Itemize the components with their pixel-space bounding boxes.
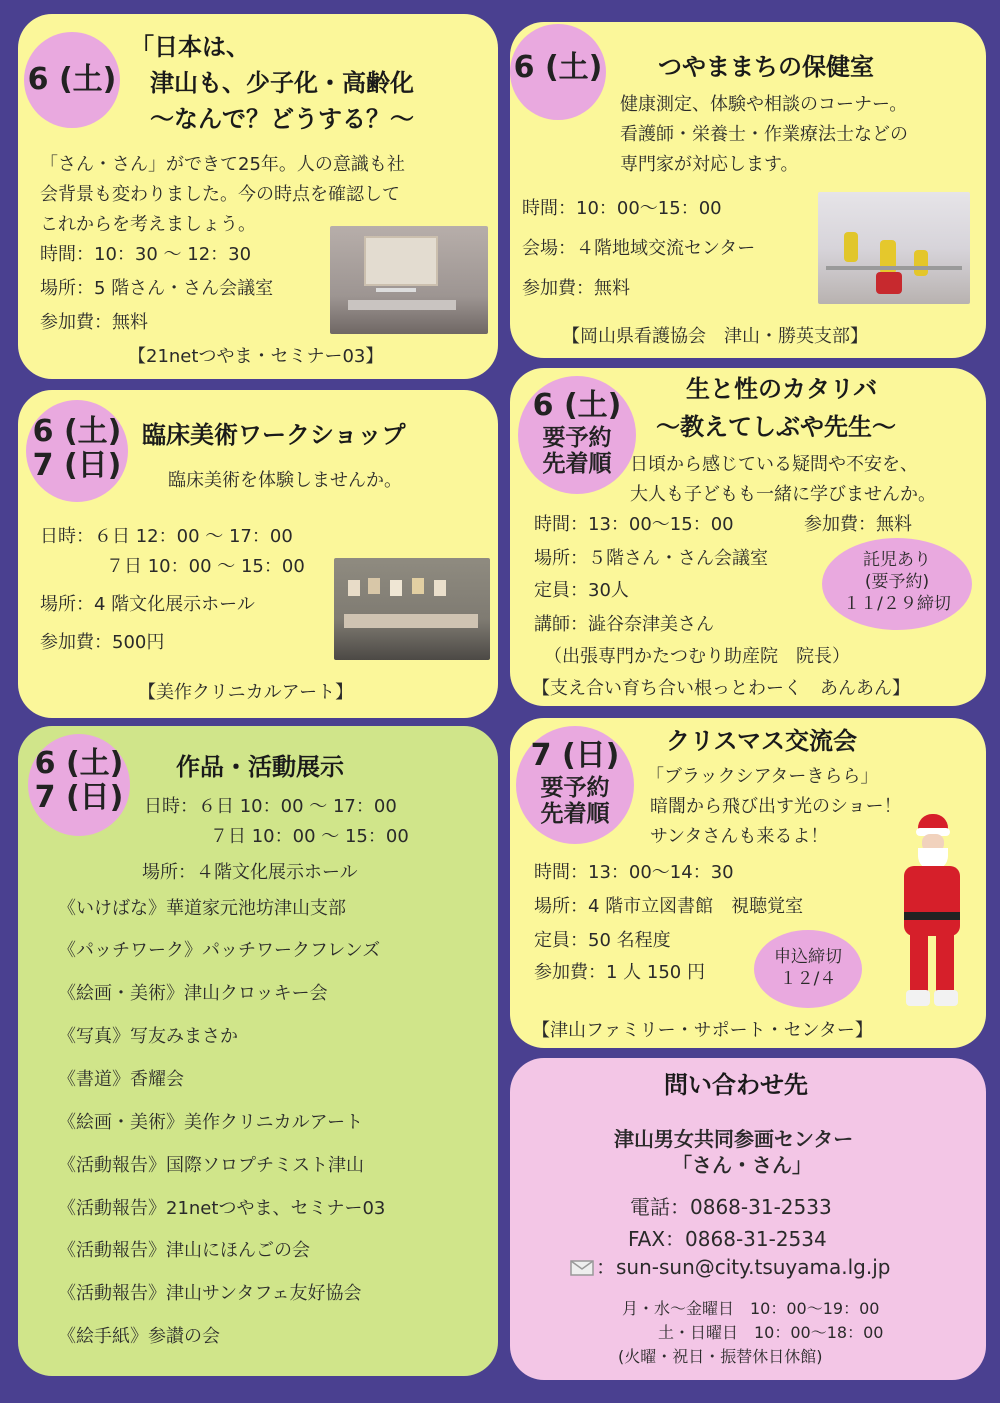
- date-label: 6 (土): [27, 62, 117, 97]
- art-workshop-photo: [334, 558, 490, 660]
- event-place: 場所：５階さん・さん会議室: [534, 548, 768, 569]
- date-label-2: 7 (日): [34, 780, 124, 815]
- date-badge: [26, 400, 128, 502]
- exhibit-item: 《書道》香耀会: [58, 1069, 184, 1090]
- event-time: 時間：13：00～15：00: [534, 514, 734, 535]
- date-label-2: 7 (日): [32, 448, 122, 483]
- event-organizer: 【支え合い育ち合い根っとわーく あんあん】: [532, 678, 910, 699]
- childcare-deadline: １１/２９締切: [843, 594, 951, 614]
- event-desc-line1: 「さん・さん」ができて25年。人の意識も社: [40, 154, 405, 175]
- event-place: 場所：5 階さん・さん会議室: [40, 278, 274, 299]
- event-desc-line3: これからを考えましょう。: [40, 214, 256, 235]
- event-desc: 臨床美術を体験しませんか。: [168, 470, 402, 491]
- event-title-line3: ～なんで？どうする？～: [150, 105, 414, 133]
- date-badge: [510, 24, 606, 120]
- event-title: つやままちの保健室: [658, 53, 874, 81]
- contact-card: [510, 1058, 986, 1380]
- contact-closed-days: (火曜・祝日・振替休日休館): [618, 1347, 823, 1366]
- exhibit-item: 《活動報告》国際ソロプチミスト津山: [58, 1155, 364, 1176]
- event-time: 時間：13：00～14：30: [534, 862, 734, 883]
- reservation-required: 要予約: [542, 425, 612, 451]
- date-label: 6 (土): [513, 50, 603, 85]
- event-lecturer-affiliation: （出張専門かたつむり助産院 院長）: [544, 646, 850, 667]
- childcare-bubble: [822, 538, 972, 630]
- exhibit-item: 《活動報告》津山にほんごの会: [58, 1240, 310, 1261]
- event-place: 場所：4 階文化展示ホール: [40, 594, 255, 615]
- event-desc-line1: 日頃から感じている疑問や不安を、: [630, 454, 918, 475]
- exhibit-item: 《絵画・美術》美作クリニカルアート: [58, 1112, 364, 1133]
- health-room-photo: [818, 192, 970, 304]
- event-capacity: 定員：50 名程度: [534, 930, 671, 951]
- contact-hours-weekday: 月・水～金曜日 10：00～19：00: [622, 1299, 880, 1318]
- event-organizer: 【岡山県看護協会 津山・勝英支部】: [562, 326, 868, 347]
- contact-org-name: 津山男女共同参画センター: [614, 1127, 854, 1151]
- event-desc-line2: 大人も子どもも一緒に学びませんか。: [630, 484, 936, 505]
- date-label: 6 (土): [532, 388, 622, 423]
- event-fee: 参加費：1 人 150 円: [534, 962, 705, 983]
- exhibit-item: 《パッチワーク》パッチワークフレンズ: [58, 940, 381, 961]
- event-desc-line2: 会背景も変わりました。今の時点を確認して: [40, 184, 400, 205]
- event-title: 作品・活動展示: [176, 753, 344, 781]
- event-organizer: 【津山ファミリー・サポート・センター】: [532, 1020, 873, 1041]
- event-title-line2: 津山も、少子化・高齢化: [150, 69, 414, 97]
- event-lecturer: 講師：澁谷奈津美さん: [534, 614, 714, 635]
- event-time-day1: 日時：６日 10：00 ～ 17：00: [144, 796, 397, 817]
- event-desc-line1: 健康測定、体験や相談のコーナー。: [620, 94, 908, 115]
- first-come: 先着順: [540, 801, 610, 827]
- exhibit-item: 《絵画・美術》津山クロッキー会: [58, 983, 328, 1004]
- contact-phone: 電話：0868-31-2533: [630, 1195, 832, 1219]
- contact-email[interactable]: ：sun-sun@city.tsuyama.lg.jp: [596, 1255, 891, 1279]
- event-organizer: 【美作クリニカルアート】: [138, 682, 354, 703]
- contact-hours-weekend: 土・日曜日 10：00～18：00: [658, 1323, 884, 1342]
- event-card-tenji: [18, 726, 498, 1376]
- event-card-christmas: [510, 718, 986, 1048]
- event-desc-line1: 「ブラックシアターきらら」: [646, 766, 879, 787]
- exhibit-item: 《写真》写友みまさか: [58, 1026, 238, 1047]
- contact-org-nickname: 「さん・さん」: [672, 1153, 812, 1177]
- event-title: 臨床美術ワークショップ: [142, 421, 406, 449]
- event-desc-line3: 専門家が対応します。: [620, 154, 799, 175]
- santa-illustration: [896, 814, 970, 1010]
- event-title-line2: ～教えてしぶや先生～: [656, 413, 896, 441]
- event-place: 場所：４階文化展示ホール: [142, 862, 358, 883]
- contact-heading: 問い合わせ先: [664, 1071, 808, 1099]
- event-fee: 参加費：無料: [522, 278, 630, 299]
- event-card-shoshika: [18, 14, 498, 379]
- event-time-day2: ７日 10：00 ～ 15：00: [210, 826, 409, 847]
- contact-fax: FAX：0868-31-2534: [628, 1227, 827, 1251]
- event-desc-line2: 暗闇から飛び出す光のショー！: [650, 796, 902, 817]
- event-time-day2: ７日 10：00 ～ 15：00: [106, 556, 305, 577]
- childcare-reservation: (要予約): [864, 572, 930, 592]
- event-desc-line3: サンタさんも来るよ！: [650, 826, 829, 847]
- deadline-date: １２/４: [779, 969, 837, 989]
- mail-icon: [570, 1260, 594, 1276]
- event-time: 時間：10：30 ～ 12：30: [40, 244, 252, 265]
- event-card-catalyba: [510, 368, 986, 706]
- exhibit-item: 《活動報告》21netつやま、セミナー03: [58, 1198, 386, 1219]
- exhibit-item: 《絵手紙》参讃の会: [58, 1326, 220, 1347]
- event-desc-line2: 看護師・栄養士・作業療法士などの: [620, 124, 908, 145]
- date-badge: [24, 32, 120, 128]
- event-fee: 参加費：500円: [40, 632, 165, 653]
- date-badge: [516, 726, 634, 844]
- event-place: 会場：４階地域交流センター: [522, 238, 756, 259]
- event-title-line1: 生と性のカタリバ: [686, 375, 878, 403]
- event-title: クリスマス交流会: [666, 727, 858, 755]
- event-title-line1: 「日本は、: [130, 33, 250, 61]
- first-come: 先着順: [542, 451, 612, 477]
- exhibit-item: 《活動報告》津山サンタフェ友好協会: [58, 1283, 362, 1304]
- exhibit-item: 《いけばな》華道家元池坊津山支部: [58, 898, 346, 919]
- event-place: 場所：4 階市立図書館 視聴覚室: [534, 896, 804, 917]
- event-organizer: 【21netつやま・セミナー03】: [128, 346, 384, 367]
- event-time-day1: 日時：６日 12：00 ～ 17：00: [40, 526, 293, 547]
- childcare-available: 託児あり: [863, 550, 931, 570]
- event-time: 時間：10：00～15：00: [522, 198, 722, 219]
- event-fee: 参加費：無料: [804, 514, 912, 535]
- deadline-label: 申込締切: [774, 947, 842, 967]
- event-card-rinsho-bijutsu: [18, 390, 498, 718]
- event-capacity: 定員：30人: [534, 580, 629, 601]
- date-badge: [28, 734, 130, 836]
- event-card-hokenshitsu: [510, 22, 986, 358]
- reservation-required: 要予約: [540, 775, 610, 801]
- date-label-1: 6 (土): [34, 746, 124, 781]
- deadline-bubble: [754, 930, 862, 1008]
- date-label-1: 6 (土): [32, 414, 122, 449]
- event-fee: 参加費：無料: [40, 312, 148, 333]
- date-label: 7 (日): [530, 738, 620, 773]
- date-badge: [518, 376, 636, 494]
- seminar-photo: [330, 226, 488, 334]
